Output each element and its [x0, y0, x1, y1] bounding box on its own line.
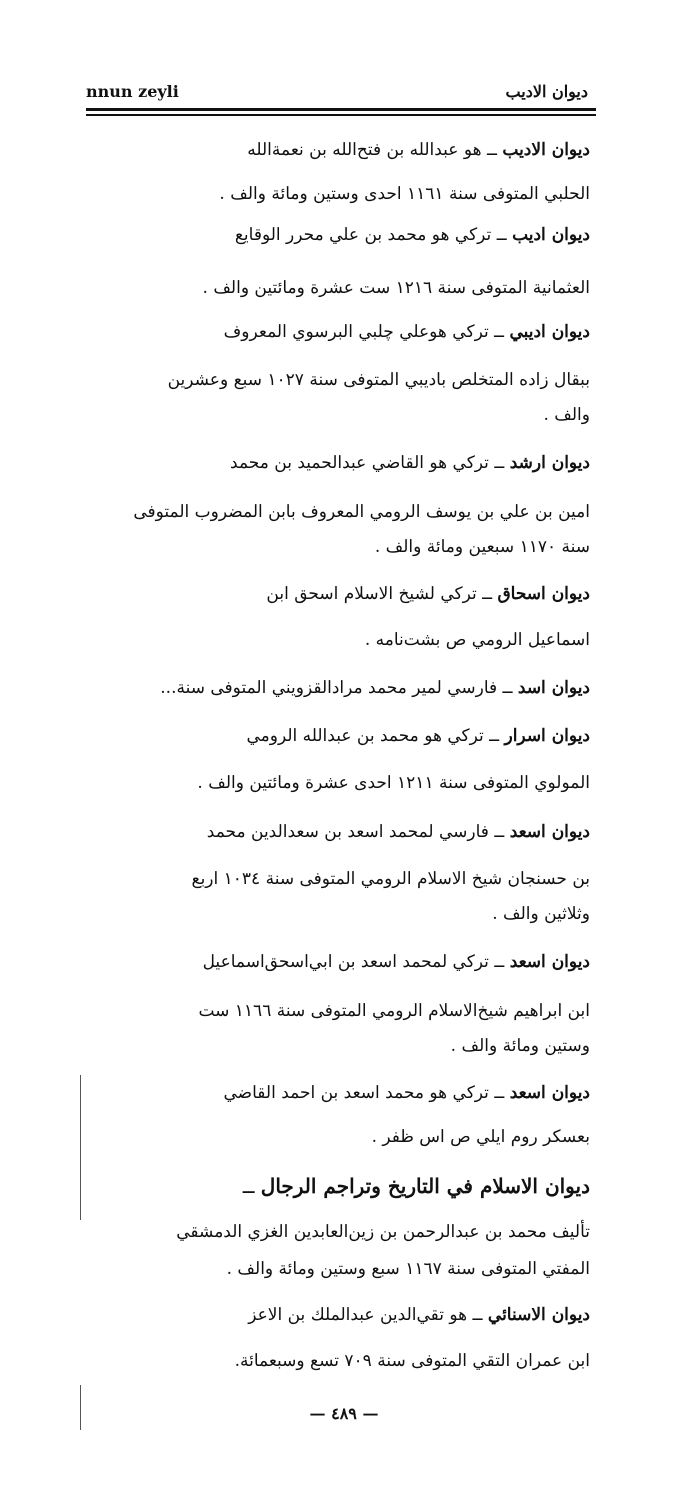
entry-line — [100, 952, 590, 972]
entry-text: ــ — [242, 1174, 261, 1198]
entry-line — [100, 1351, 590, 1371]
entry-line — [100, 1174, 590, 1198]
entry-headword: ديوان اسعد — [509, 952, 590, 972]
entry-headword: ديوان اسد — [517, 678, 590, 698]
entry-headword: ديوان اسعد — [509, 822, 590, 842]
entry-text: ــ هو تقي‌الدين عبدالملك بن الاعز — [248, 1305, 488, 1325]
entry-text: بعسكر روم ايلي ص اس ظفر . — [371, 1127, 590, 1147]
entry-headword: ديوان الاسلام في التاريخ وتراجم الرجال — [260, 1174, 590, 1198]
entry-headword: ديوان ارشد — [509, 453, 590, 473]
entry-line — [100, 453, 590, 473]
entry-headword: ديوان اديب — [512, 225, 590, 245]
entry-text: ــ تركي هو القاضي عبدالحميد بن محمد — [230, 453, 510, 473]
entry-line — [100, 1127, 590, 1147]
entry-text: ابن عمران التقي المتوفى سنة ٧٠٩ تسع وسبعمائة. — [234, 1351, 590, 1371]
entry-text: ــ تركي هو محمد بن عبدالله الرومي — [246, 726, 505, 746]
entry-text: ــ تركي لمحمد اسعد بن ابي‌اسحق‌اسماعيل — [202, 952, 510, 972]
entry-line — [100, 822, 590, 842]
entry-text: امين بن علي بن يوسف الرومي المعروف بابن المضروب المتوفى — [133, 502, 590, 522]
entry-text: ــ تركي هوعلي چلبي البرسوي المعروف — [223, 322, 510, 342]
entry-line — [100, 184, 590, 204]
entry-line — [100, 630, 590, 650]
header-left-text: nnun zeyli — [86, 82, 179, 101]
entry-line — [100, 1222, 590, 1242]
entry-text: العثمانية المتوفى سنة ١٢١٦ ست عشرة ومائتين والف . — [202, 278, 590, 298]
entry-line — [100, 584, 590, 604]
page-number: — ٤٨٩ — — [309, 1404, 379, 1423]
entry-text: ــ تركي هو محمد اسعد بن احمد القاضي — [223, 1083, 510, 1103]
entry-headword: ديوان الاديب — [502, 140, 590, 160]
entry-headword: ديوان اسرار — [504, 726, 590, 746]
entry-line — [100, 1305, 590, 1325]
entry-text: ــ تركي لشيخ الاسلام اسحق ابن — [266, 584, 498, 604]
entry-text: ــ فارسي لمير محمد مرادالقزويني المتوفى سنة... — [160, 678, 518, 698]
entry-text: تأليف محمد بن عبدالرحمن بن زين‌العابدين الغزي الدمشقي — [176, 1222, 590, 1242]
entry-text: ببقال زاده المتخلص باديبي المتوفى سنة ١٠٢٧ سبع وعشرين — [167, 370, 590, 390]
header-rule-secondary — [86, 114, 596, 116]
entry-line — [100, 904, 590, 924]
margin-mark — [80, 1075, 81, 1220]
entry-text: المفتي المتوفى سنة ١١٦٧ سبع وستين ومائة والف . — [226, 1259, 590, 1279]
entry-headword: ديوان اسعد — [509, 1083, 590, 1103]
entry-text: ــ هو عبدالله بن فتح‌الله بن نعمةالله — [247, 140, 503, 160]
entry-line — [100, 370, 590, 390]
entry-line — [100, 502, 590, 522]
entry-line — [100, 405, 590, 425]
header-title: ديوان الاديب — [505, 82, 588, 101]
entry-text: ــ تركي هو محمد بن علي محرر الوقايع — [234, 225, 513, 245]
entry-line — [100, 1036, 590, 1056]
entry-text: الحلبي المتوفى سنة ١١٦١ احدى وستين ومائة والف . — [219, 184, 590, 204]
entry-text: المولوي المتوفى سنة ١٢١١ احدى عشرة ومائتين والف . — [197, 773, 590, 793]
entry-text: سنة ١١٧٠ سبعين ومائة والف . — [374, 537, 590, 557]
entry-line — [100, 537, 590, 557]
entry-line — [100, 726, 590, 746]
entry-line — [100, 678, 590, 698]
entry-line — [100, 322, 590, 342]
entry-headword: ديوان اسحاق — [497, 584, 590, 604]
entry-line — [100, 225, 590, 245]
entry-text: اسماعيل الرومي ص بشت‌نامه . — [364, 630, 590, 650]
header-rule — [86, 108, 596, 111]
entry-text: وثلاثين والف . — [492, 904, 590, 924]
entry-text: ــ فارسي لمحمد اسعد بن سعدالدين محمد — [206, 822, 510, 842]
entry-line — [100, 773, 590, 793]
entry-headword: ديوان اديبي — [509, 322, 590, 342]
entry-line — [100, 869, 590, 889]
entry-headword: ديوان الاسنائي — [487, 1305, 590, 1325]
entry-text: ابن ابراهيم شيخ‌الاسلام الرومي المتوفى سنة ١١٦٦ ست — [198, 1001, 590, 1021]
entry-line — [100, 1083, 590, 1103]
entry-text: وستين ومائة والف . — [450, 1036, 590, 1056]
entry-text: بن حسنجان شيخ الاسلام الرومي المتوفى سنة ١٠٣٤ اربع — [191, 869, 590, 889]
entry-line — [100, 140, 590, 160]
entry-line — [100, 1259, 590, 1279]
entry-text: والف . — [543, 405, 590, 425]
entry-line — [100, 278, 590, 298]
entry-line — [100, 1001, 590, 1021]
